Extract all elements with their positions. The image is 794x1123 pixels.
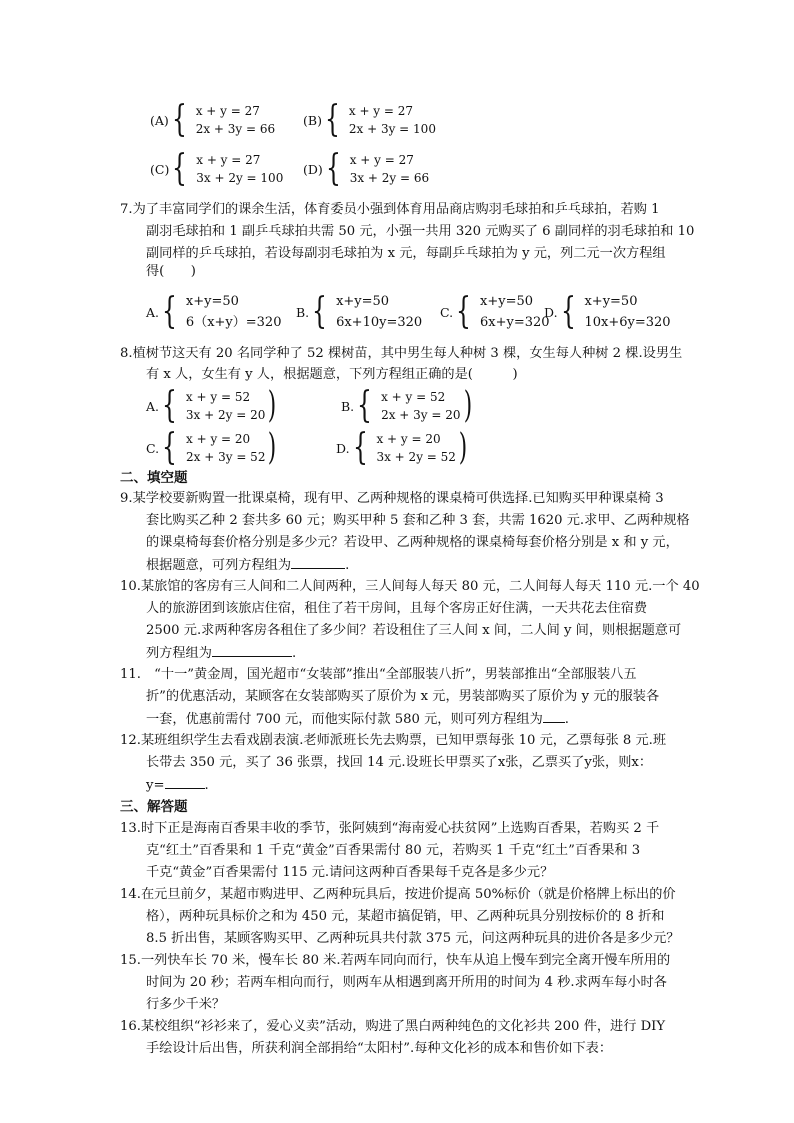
- right-brace: ): [268, 427, 277, 468]
- q7-line-3: 副同样的乒乓球拍，若设每副羽毛球拍为 x 元，每副乒乓球拍为 y 元，列二元一次方程组: [146, 246, 666, 261]
- option-label: A.: [146, 304, 160, 320]
- left-brace: {: [324, 99, 340, 140]
- left-brace: {: [162, 427, 177, 468]
- option-label: (D): [303, 161, 323, 177]
- q8-line-1: 8.植树节这天有 20 名同学种了 52 棵树苗，其中男生每人种树 3 棵，女生每人种树 2 棵.设男生: [120, 346, 683, 361]
- left-brace: {: [357, 385, 373, 426]
- q7-option-d: [544, 291, 671, 333]
- q9-line-3: 的课桌椅每套价格分别是多少元？若设甲、乙两种规格的课桌椅每套价格分别是 x 和 y 元，: [146, 535, 679, 550]
- equation-2: 2x + 3y = 66: [195, 122, 276, 136]
- q8-option-d: [336, 427, 470, 468]
- answer-blank[interactable]: [212, 644, 292, 657]
- q11-line-2: 折”的优惠活动，某顾客在女装部购买了原价为 x 元，男装部购买了原价为 y 元的服装各: [146, 689, 660, 704]
- answer-blank[interactable]: [165, 776, 205, 789]
- left-brace: {: [312, 291, 328, 332]
- equation-1: x + y = 52: [381, 390, 446, 404]
- q7-option-a: [146, 291, 281, 333]
- answer-blank[interactable]: [291, 556, 345, 569]
- equation-2: 2x + 3y = 20: [381, 408, 461, 422]
- q9-line-2: 套比购买乙种 2 套共多 60 元；购买甲种 5 套和乙种 3 套，共需 1620 元.求甲、乙两种规格: [146, 513, 690, 528]
- equation-1: x + y = 27: [348, 104, 414, 118]
- q16-line-1: 16.某校组织“衫衫来了，爱心义卖”活动，购进了黑白两种纯色的文化衫共 200 件，进行 DIY: [120, 1019, 666, 1034]
- q14-line-1: 14.在元旦前夕，某超市购进甲、乙两种玩具后，按进价提高 50%标价（就是价格牌上标出的价: [120, 887, 676, 902]
- q10-text: 列方程组为: [146, 646, 212, 661]
- q15-line-3: 行多少千米？: [146, 997, 226, 1012]
- q10-line-1: 10.某旅馆的客房有三人间和二人间两种，三人间每人每天 80 元，二人间每人每天 110 元.一个 40: [120, 579, 700, 594]
- q10-line-2: 人的旅游团到该旅店住宿，租住了若干房间，且每个客房正好住满，一天共花去住宿费: [146, 601, 648, 616]
- q10-line-3: 2500 元.求两种客房各租住了多少间？若设租住了三人间 x 间，二人间 y 间，则根据题意可: [146, 623, 682, 638]
- q12-line-2: 长带去 350 元，买了 36 张票，找回 14 元.设班长甲票买了x张，乙票买了y张，则x：: [146, 755, 653, 770]
- left-brace: {: [172, 148, 188, 189]
- q12-line-3: y= .: [146, 778, 209, 793]
- equation-1: x+y=50: [185, 294, 239, 309]
- q14-line-2: 格），两种玩具标价之和为 450 元，某超市搞促销，甲、乙两种玩具分别按标价的 8 折和: [146, 909, 665, 924]
- q6-option-d: [303, 148, 430, 189]
- equation-2: 10x+6y=320: [584, 315, 671, 330]
- option-label: C.: [440, 304, 454, 320]
- equation-2: 6（x+y）=320: [185, 315, 282, 330]
- equation-1: x+y=50: [480, 294, 534, 309]
- q9-line-4: 根据题意，可列方程组为 .: [146, 558, 350, 573]
- q12-text: y=: [146, 778, 165, 793]
- equation-1: x+y=50: [584, 294, 638, 309]
- section-heading-solve: 三、解答题: [120, 799, 188, 815]
- q12-line-1: 12.某班组织学生去看戏剧表演.老师派班长先去购票，已知甲票每张 10 元，乙票每张 8 元.班: [120, 733, 667, 748]
- option-label: (C): [150, 161, 170, 177]
- q13-line-1: 13.时下正是海南百香果丰收的季节，张阿姨到“海南爱心扶贫网”上选购百香果，若购买 2 千: [120, 821, 660, 836]
- equation-2: 6x+10y=320: [336, 315, 423, 330]
- q8-option-a: [146, 385, 279, 426]
- equation-2: 3x + 2y = 66: [349, 171, 430, 185]
- q8-option-b: [341, 385, 475, 426]
- q7-line-4: 得( ): [146, 264, 196, 279]
- q9-line-1: 9.某学校要新购置一批课桌椅，现有甲、乙两种规格的课桌椅可供选择.已知购买甲种课桌椅 3: [120, 491, 664, 506]
- q15-line-2: 时间为 20 秒；若两车相向而行，则两车从相遇到离开所用的时间为 4 秒.求两车每小时各: [146, 975, 667, 990]
- q11-line-1: 11. “十一”黄金周，国光超市“女装部”推出“全部服装八折”，男装部推出“全部服装八五: [120, 667, 637, 682]
- q7-line-1: 7.为了丰富同学们的课余生活，体育委员小强到体育用品商店购羽毛球拍和乒乓球拍，若购 1: [120, 202, 660, 217]
- answer-blank[interactable]: [543, 710, 565, 723]
- equation-1: x + y = 20: [186, 432, 251, 446]
- equation-2: 3x + 2y = 100: [196, 171, 284, 185]
- q6-option-a: [150, 99, 276, 140]
- option-label: A.: [146, 398, 160, 414]
- equation-1: x + y = 27: [196, 153, 261, 167]
- option-label: C.: [146, 440, 160, 456]
- option-label: (A): [150, 112, 169, 128]
- q6-option-c: [150, 148, 284, 189]
- q7-option-c: [440, 291, 550, 333]
- q14-line-3: 8.5 折出售，某顾客购买甲、乙两种玩具共付款 375 元，问这两种玩具的进价各是多少元？: [146, 931, 680, 946]
- left-brace: {: [162, 385, 177, 426]
- left-brace: {: [325, 148, 341, 189]
- equation-2: 2x + 3y = 100: [348, 122, 436, 136]
- q8-line-2: 有 x 人，女生有 y 人，根据题意，下列方程组正确的是( ): [146, 367, 518, 382]
- left-brace: {: [352, 427, 368, 468]
- q7-line-2: 副羽毛球拍和 1 副乒乓球拍共需 50 元，小强一共用 320 元购买了 6 副同样的羽毛球拍和 10: [146, 224, 695, 239]
- left-brace: {: [171, 99, 187, 140]
- q10-line-4: 列方程组为 .: [146, 646, 297, 661]
- right-brace: ): [268, 385, 277, 426]
- equation-1: x + y = 27: [195, 104, 260, 118]
- q8-option-c: [146, 427, 280, 468]
- q9-text: 根据题意，可列方程组为: [146, 558, 292, 573]
- equation-1: x+y=50: [336, 294, 390, 309]
- q16-line-2: 手绘设计后出售，所获利润全部捐给“太阳村”.每种文化衫的成本和售价如下表：: [146, 1041, 613, 1056]
- option-label: B.: [296, 304, 310, 320]
- equation-2: 6x+y=320: [480, 315, 550, 330]
- left-brace: {: [456, 291, 471, 332]
- equation-1: x + y = 20: [376, 432, 441, 446]
- option-label: B.: [341, 398, 355, 414]
- right-brace: ): [463, 385, 472, 426]
- equation-2: 3x + 2y = 20: [185, 408, 266, 422]
- option-label: (B): [303, 112, 322, 128]
- q11-line-3: 一套，优惠前需付 700 元，而他实际付款 580 元，则可列方程组为 .: [146, 712, 569, 727]
- q13-line-3: 千克“黄金”百香果需付 115 元.请问这两种百香果每千克各是多少元？: [146, 865, 554, 880]
- equation-1: x + y = 27: [349, 153, 414, 167]
- option-label: D.: [544, 304, 558, 320]
- q15-line-1: 15.一列快车长 70 米，慢车长 80 米.若两车同向而行，快车从追上慢车到完全离开慢车所用的: [120, 953, 671, 968]
- option-label: D.: [336, 440, 350, 456]
- left-brace: {: [560, 291, 576, 332]
- q11-text: 一套，优惠前需付 700 元，而他实际付款 580 元，则可列方程组为: [146, 712, 543, 727]
- equation-2: 3x + 2y = 52: [376, 450, 456, 464]
- q7-option-b: [296, 291, 422, 333]
- left-brace: {: [162, 291, 177, 332]
- equation-2: 2x + 3y = 52: [186, 450, 266, 464]
- section-heading-fill-in: 二、填空题: [120, 470, 188, 486]
- equation-1: x + y = 52: [185, 390, 251, 404]
- right-brace: ): [458, 427, 468, 468]
- q13-line-2: 克“红土”百香果和 1 千克“黄金”百香果需付 80 元，若购买 1 千克“红土”百香果和 3: [146, 843, 641, 858]
- q6-option-b: [303, 99, 436, 140]
